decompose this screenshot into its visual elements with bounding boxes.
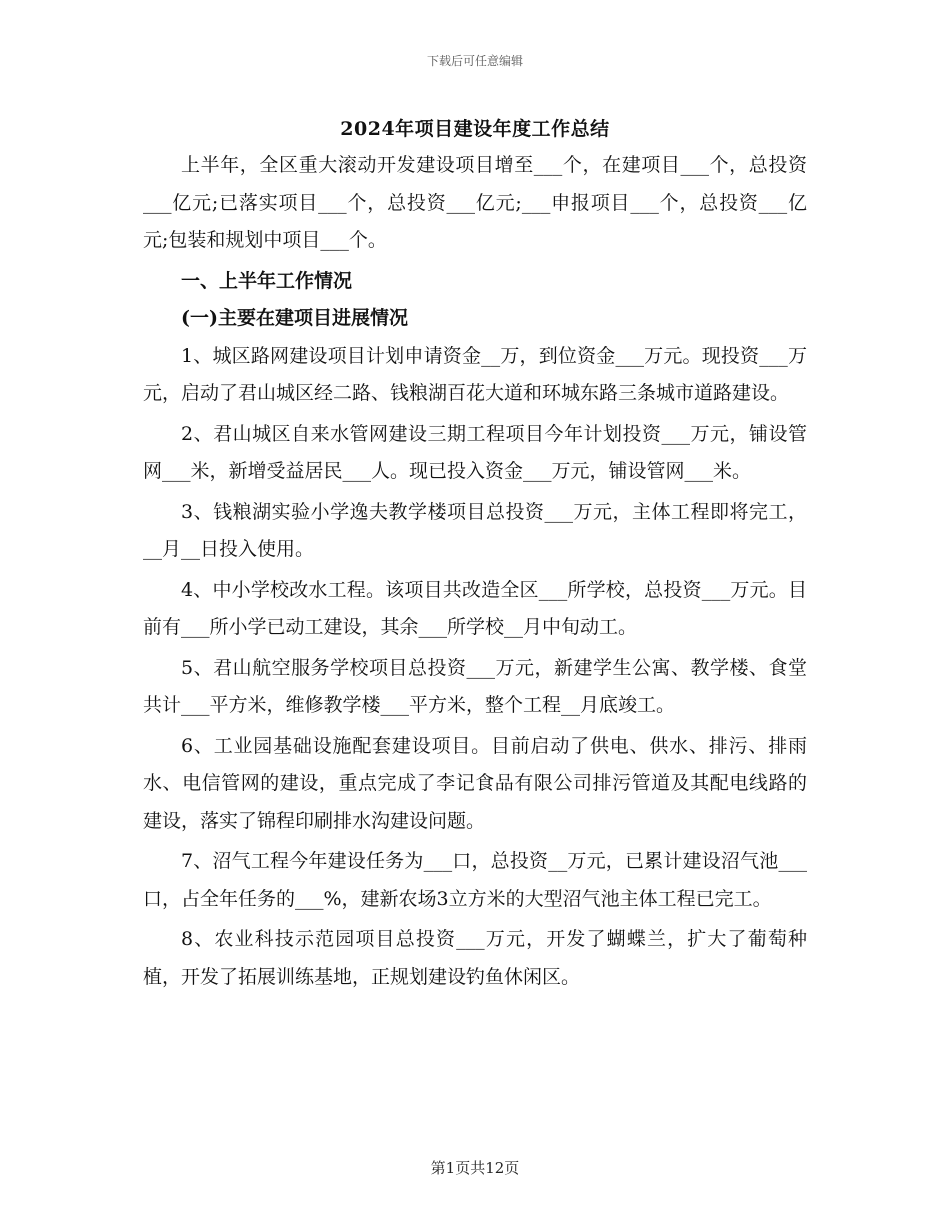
paragraph-item-6: 6、工业园基础设施配套建设项目。目前启动了供电、供水、排污、排雨水、电信管网的建设，重点完成了李记食品有限公司排污管道及其配电线路的建设，落实了锦程印刷排水沟建设问题。 bbox=[143, 734, 807, 832]
section-heading-first-half: 一、上半年工作情况 bbox=[181, 269, 353, 292]
document-title: 2024年项目建设年度工作总结 bbox=[340, 118, 610, 140]
document-body bbox=[143, 147, 807, 996]
paragraph-item-8: 8、农业科技示范园项目总投资___万元，开发了蝴蝶兰，扩大了葡萄种植，开发了拓展训练基地，正规划建设钓鱼休闲区。 bbox=[143, 928, 807, 988]
paragraph-item-2: 2、君山城区自来水管网建设三期工程项目今年计划投资___万元，铺设管网___米，新增受益居民___人。现已投入资金___万元，铺设管网___米。 bbox=[143, 422, 807, 482]
page-number: 第1页共12页 bbox=[430, 1159, 520, 1177]
page-header: 下载后可任意编辑 bbox=[426, 54, 523, 68]
subsection-heading-projects: (一)主要在建项目进展情况 bbox=[181, 307, 408, 329]
paragraph-item-4: 4、中小学校改水工程。该项目共改造全区___所学校，总投资___万元。目前有___所小学已动工建设，其余___所学校__月中旬动工。 bbox=[143, 578, 807, 638]
paragraph-intro: 上半年，全区重大滚动开发建设项目增至___个，在建项目___个，总投资___亿元;已落实项目___个，总投资___亿元;___申报项目___个，总投资___亿元;包装和规划中项目___个。 bbox=[143, 154, 807, 251]
paragraph-item-1: 1、城区路网建设项目计划申请资金__万，到位资金___万元。现投资___万元，启动了君山城区经二路、钱粮湖百花大道和环城东路三条城市道路建设。 bbox=[143, 344, 807, 404]
paragraph-item-5: 5、君山航空服务学校项目总投资___万元，新建学生公寓、教学楼、食堂共计___平方米，维修教学楼___平方米，整个工程__月底竣工。 bbox=[143, 656, 807, 716]
paragraph-item-7: 7、沼气工程今年建设任务为___口，总投资__万元，已累计建设沼气池___口，占全年任务的___%，建新农场3立方米的大型沼气池主体工程已完工。 bbox=[143, 850, 807, 910]
paragraph-item-3: 3、钱粮湖实验小学逸夫教学楼项目总投资___万元，主体工程即将完工，__月__日投入使用。 bbox=[143, 500, 807, 560]
